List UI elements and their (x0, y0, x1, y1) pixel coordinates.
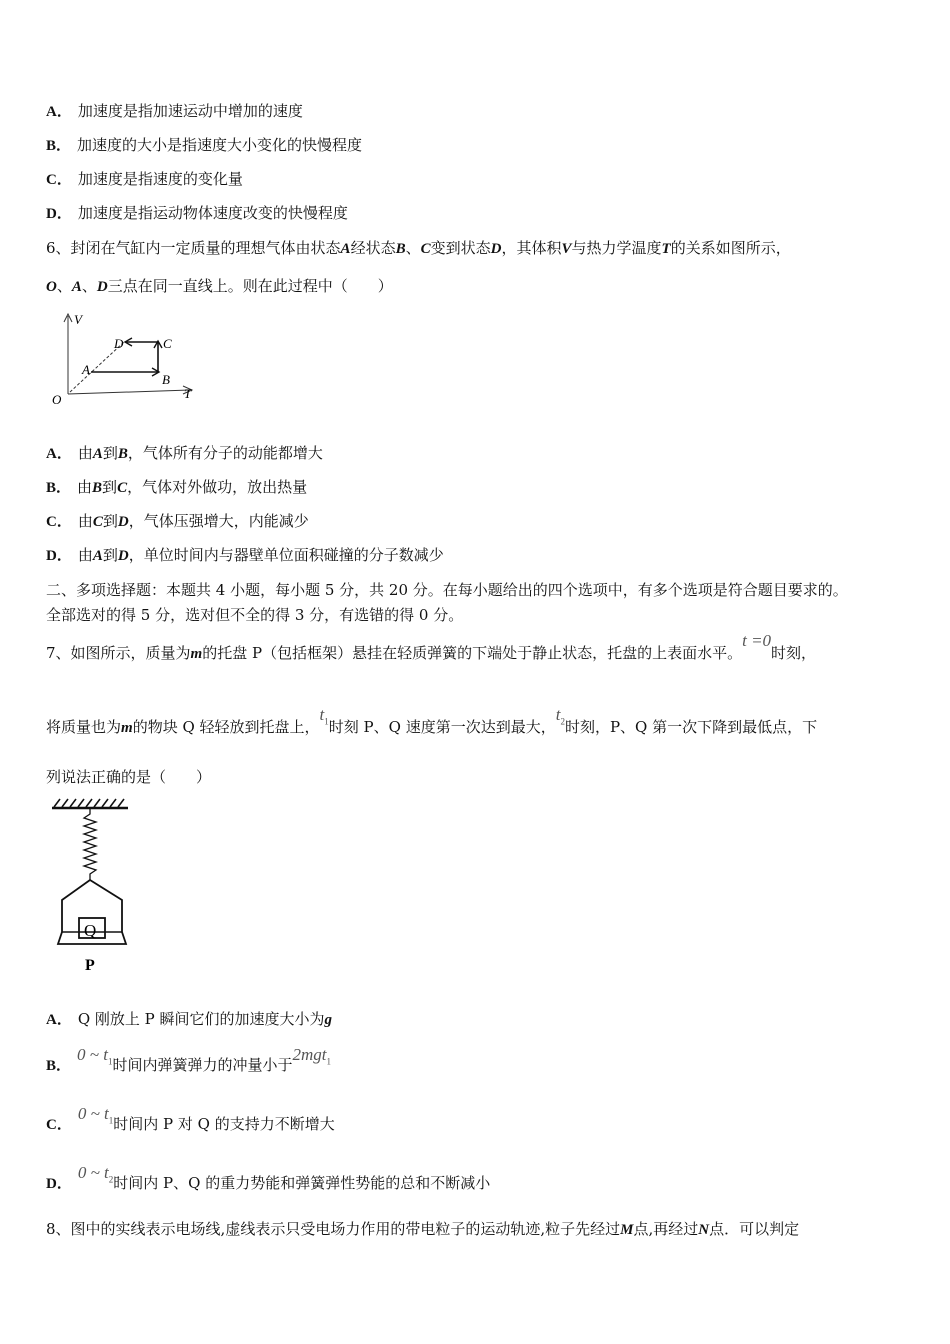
var: D (490, 241, 502, 257)
q8-stem-line1 (46, 1218, 799, 1241)
text: 时刻 P、Q 速度第一次达到最大， (328, 718, 556, 736)
option-letter: D． (46, 206, 72, 222)
math-sub: 1 (324, 716, 329, 727)
text: 将质量也为 (46, 718, 122, 736)
option-letter: A． (46, 1012, 72, 1028)
option-letter: B． (46, 138, 72, 154)
label-q: Q (84, 921, 97, 940)
text: 的托盘 P（包括框架）悬挂在轻质弹簧的下端处于静止状态，托盘的上表面水平。 (202, 644, 743, 662)
math-sub: 2 (560, 716, 565, 727)
math-t1 (319, 705, 329, 727)
q7-option-a (46, 1008, 332, 1031)
label-t: T (184, 386, 192, 401)
text: 由 (77, 444, 93, 462)
math-var: t (555, 705, 561, 724)
option-letter: D． (46, 1176, 72, 1192)
var: A (92, 446, 103, 462)
option-text: Q 刚放上 P 瞬间它们的加速度大小为 (77, 1010, 325, 1028)
section-2-header (46, 579, 848, 601)
option-text: 时间内 P、Q 的重力势能和弹簧弹性势能的总和不断减小 (113, 1174, 491, 1192)
var: C (117, 480, 128, 496)
var: D (117, 514, 129, 530)
var: O (46, 279, 57, 295)
math-t2 (555, 705, 565, 727)
var: N (698, 1222, 710, 1238)
option-letter: C． (46, 514, 72, 530)
section-2-header-line2 (46, 604, 463, 626)
vt-graph (44, 306, 214, 410)
var: D (96, 279, 108, 295)
var: B (117, 446, 128, 462)
text: 与热力学温度 (571, 239, 662, 257)
option-text: 加速度是指加速运动中增加的速度 (77, 102, 303, 120)
math-range (77, 1104, 114, 1126)
option-text: 加速度是指运动物体速度改变的快慢程度 (77, 204, 348, 222)
q6-stem-line1 (46, 237, 791, 260)
q5-option-a (46, 100, 303, 123)
var: V (561, 241, 572, 257)
text: 经状态 (350, 239, 396, 257)
math-range (77, 1163, 114, 1185)
text: 8、图中的实线表示电场线,虚线表示只受电场力作用的带电粒子的运动轨迹,粒子先经过 (46, 1220, 621, 1238)
text: 点,再经过 (633, 1220, 699, 1238)
text: 由 (77, 512, 93, 530)
text: 三点在同一直线上。则在此过程中（ ） (107, 277, 393, 295)
q5-option-d (46, 202, 348, 225)
text: ，其体积 (501, 239, 562, 257)
section-text: 二、多项选择题：本题共 4 小题，每小题 5 分，共 20 分。在每小题给出的四个选项中，有多个选项是符合题目要求的。 (46, 581, 848, 599)
q6-option-d (46, 544, 444, 567)
math-text: 0 ~ t (77, 1163, 109, 1182)
spring-figure (44, 796, 144, 978)
text: 7、如图所示，质量为 (46, 644, 191, 662)
math-sub: 2 (108, 1174, 114, 1185)
q6-stem-line2 (46, 275, 393, 298)
q7-stem-line1 (46, 631, 817, 665)
text: 变到状态 (430, 239, 491, 257)
q6-option-b (46, 476, 307, 499)
math-sub: 1 (326, 1056, 331, 1067)
text: 、 (81, 277, 97, 295)
var: T (661, 241, 671, 257)
math-text: 0 ~ t (77, 1104, 109, 1123)
spring (84, 808, 96, 880)
q6-option-c (46, 510, 309, 533)
math-sub: 1 (108, 1115, 114, 1126)
q5-option-b (46, 134, 362, 157)
label-p: P (85, 957, 95, 974)
var: B (92, 480, 103, 496)
var: A (71, 279, 82, 295)
math-text: 0 ~ t (77, 1045, 108, 1064)
option-text: 时间内弹簧弹力的冲量小于 (112, 1056, 293, 1074)
q7-stem-line3 (46, 766, 211, 788)
var-m: m (121, 720, 133, 736)
math-var: t (319, 705, 325, 724)
var: C (92, 514, 103, 530)
text: 到 (102, 444, 118, 462)
text: 的物块 Q 轻轻放到托盘上， (132, 718, 320, 736)
option-text: 加速度的大小是指速度大小变化的快慢程度 (77, 136, 363, 154)
text: ，气体所有分子的动能都增大 (127, 444, 323, 462)
q7-stem-line2 (46, 705, 818, 744)
text: 时刻， (771, 644, 817, 662)
text: 列说法正确的是（ ） (46, 768, 212, 786)
option-letter: C． (46, 1117, 72, 1133)
text: ，单位时间内与器壁单位面积碰撞的分子数减少 (128, 546, 444, 564)
option-letter: B． (46, 480, 72, 496)
text: 、 (56, 277, 72, 295)
text: 6、封闭在气缸内一定质量的理想气体由状态 (46, 239, 341, 257)
text: ，气体压强增大，内能减少 (128, 512, 309, 530)
option-letter: A． (46, 446, 72, 462)
text: 点．可以判定 (709, 1220, 800, 1238)
text: 由 (77, 478, 93, 496)
text: 到 (102, 512, 118, 530)
text: 时刻，P、Q 第一次下降到最低点，下 (564, 718, 818, 736)
var: A (340, 241, 351, 257)
option-text: 加速度是指速度的变化量 (77, 170, 243, 188)
math-sub: 1 (107, 1056, 113, 1067)
math-t0: t =0 (742, 631, 772, 650)
var: C (420, 241, 431, 257)
label-a: A (82, 362, 90, 377)
q5-option-c (46, 168, 243, 191)
q6-option-a (46, 442, 323, 465)
label-d: D (114, 336, 124, 351)
text: ，气体对外做功，放出热量 (127, 478, 308, 496)
option-letter: D． (46, 548, 72, 564)
var-g: g (324, 1012, 333, 1028)
t-axis (68, 390, 190, 394)
text: 的关系如图所示， (670, 239, 791, 257)
text: 到 (102, 546, 118, 564)
section-text: 全部选对的得 5 分，选对但不全的得 3 分，有选错的得 0 分。 (46, 606, 464, 624)
var: M (620, 1222, 634, 1238)
label-o: O (52, 392, 62, 407)
math-range (77, 1045, 113, 1067)
label-b: B (162, 372, 170, 387)
text: 、 (405, 239, 421, 257)
var-m: m (190, 646, 203, 662)
q7-option-c (46, 1104, 335, 1141)
var: D (117, 548, 129, 564)
var: B (395, 241, 406, 257)
option-text: 时间内 P 对 Q 的支持力不断增大 (113, 1115, 335, 1133)
math-text: 2mgt (292, 1045, 327, 1064)
option-letter: C． (46, 172, 72, 188)
var: A (92, 548, 103, 564)
text: 到 (102, 478, 118, 496)
ceiling-hatch (54, 799, 124, 807)
option-letter: A． (46, 104, 72, 120)
label-v: V (74, 312, 82, 327)
q7-option-b (46, 1045, 331, 1082)
text: 由 (77, 546, 93, 564)
q7-option-d (46, 1163, 491, 1200)
math-expr (292, 1045, 331, 1067)
option-letter: B． (46, 1058, 72, 1074)
label-c: C (163, 336, 172, 351)
